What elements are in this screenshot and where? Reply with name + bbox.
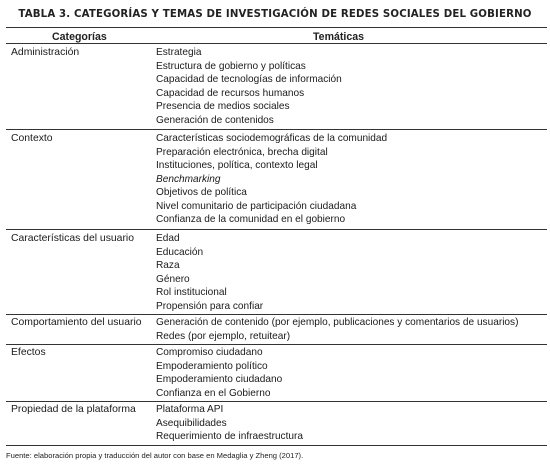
table-title: TABLA 3. CATEGORÍAS Y TEMAS DE INVESTIGACIÓN DE REDES SOCIALES DEL GOBIERNO bbox=[18, 9, 532, 20]
bottom-rule bbox=[6, 445, 547, 446]
list-item: Requerimiento de infraestructura bbox=[156, 431, 303, 442]
list-item: Género bbox=[156, 273, 190, 285]
list-item: Generación de contenidos bbox=[156, 114, 274, 126]
header-rule bbox=[6, 43, 547, 44]
topic-list bbox=[156, 316, 518, 343]
topic-list bbox=[156, 346, 282, 400]
list-item: Capacidad de recursos humanos bbox=[156, 87, 305, 99]
list-item: Generación de contenido (por ejemplo, publicaciones y comentarios de usuarios) bbox=[156, 317, 519, 328]
top-rule bbox=[6, 27, 547, 28]
topic-list bbox=[156, 403, 303, 444]
source-footnote: Fuente: elaboración propia y traducción del autor con base en Medaglia y Zheng (2017). bbox=[6, 451, 304, 460]
list-item: Educación bbox=[156, 246, 204, 258]
header-categories: Categorías bbox=[52, 31, 107, 43]
list-item: Confianza de la comunidad en el gobierno bbox=[156, 214, 346, 225]
category-label: Contexto bbox=[11, 133, 53, 144]
category-label: Comportamiento del usuario bbox=[11, 317, 142, 328]
list-item: Redes (por ejemplo, retuitear) bbox=[156, 330, 291, 342]
list-item: Edad bbox=[156, 233, 180, 244]
list-item: Benchmarking bbox=[156, 173, 221, 185]
list-item: Compromiso ciudadano bbox=[156, 347, 263, 358]
category-label: Administración bbox=[11, 47, 80, 58]
list-item: Instituciones, política, contexto legal bbox=[156, 160, 318, 171]
category-label: Propiedad de la plataforma bbox=[11, 404, 136, 415]
list-item: Rol institucional bbox=[156, 287, 227, 298]
list-item: Estructura de gobierno y políticas bbox=[156, 60, 306, 72]
topic-list bbox=[156, 132, 387, 227]
list-item: Estrategia bbox=[156, 47, 202, 58]
list-item: Plataforma API bbox=[156, 404, 224, 415]
topic-list bbox=[156, 232, 263, 313]
list-item: Empoderamiento político bbox=[156, 360, 268, 372]
list-item: Presencia de medios sociales bbox=[156, 101, 290, 112]
list-item: Raza bbox=[156, 260, 180, 271]
row-divider bbox=[6, 344, 547, 345]
list-item: Preparación electrónica, brecha digital bbox=[156, 146, 328, 158]
category-label: Efectos bbox=[11, 347, 46, 358]
list-item: Nivel comunitario de participación ciudadana bbox=[156, 200, 357, 212]
list-item: Propensión para confiar bbox=[156, 300, 264, 312]
topic-list bbox=[156, 46, 342, 127]
list-item: Características sociodemográficas de la comunidad bbox=[156, 133, 388, 144]
header-topics: Temáticas bbox=[313, 31, 365, 43]
row-divider bbox=[6, 314, 547, 315]
list-item: Capacidad de tecnologías de información bbox=[156, 74, 342, 85]
list-item: Confianza en el Gobierno bbox=[156, 387, 271, 399]
row-divider bbox=[6, 229, 547, 230]
row-divider bbox=[6, 129, 547, 130]
list-item: Asequibilidades bbox=[156, 417, 227, 429]
row-divider bbox=[6, 401, 547, 402]
category-label: Características del usuario bbox=[11, 233, 135, 244]
list-item: Empoderamiento ciudadano bbox=[156, 374, 283, 385]
list-item: Objetivos de política bbox=[156, 187, 247, 198]
